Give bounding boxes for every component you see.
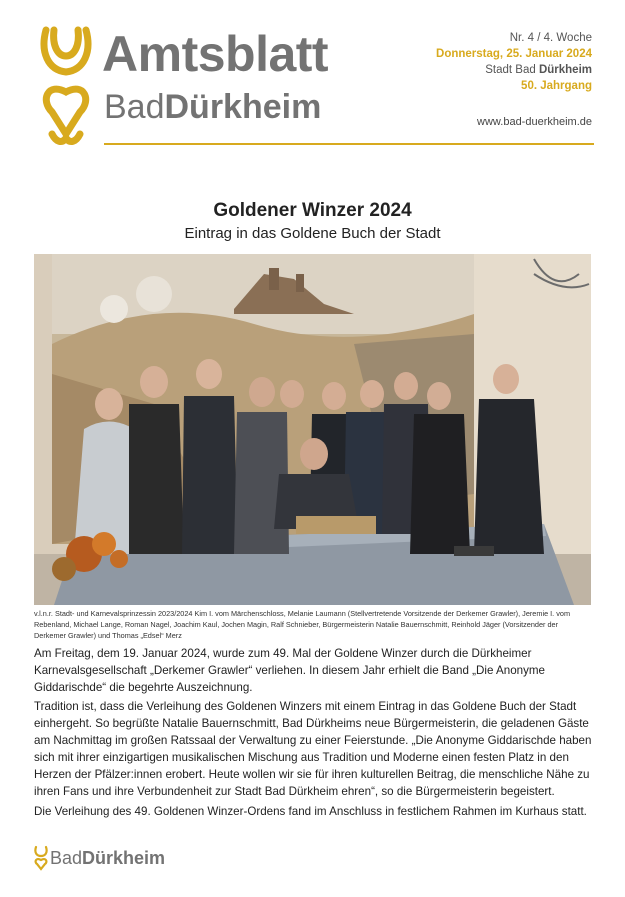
website-link[interactable]: www.bad-duerkheim.de xyxy=(477,116,592,128)
footer-brand-bold: Dürkheim xyxy=(82,848,166,868)
article-paragraph: Am Freitag, dem 19. Januar 2024, wurde zum 49. Mal der Goldene Winzer durch die Dürkheimer Karnevalsgesellschaft „Derkemer Grawler“ verliehen. In diesem Jahr erhielt die Band „Die Anonyme Giddarischde“ die begehrte Auszeichnung. xyxy=(34,647,545,694)
photo-caption: v.l.n.r. Stadt- und Karnevalsprinzessin 2023/2024 Kim I. vom Märchenschloss, Melanie Laumann (Stellvertretende Vorsitzende der Derkemer Grawler), Jeremie I. vom Rebenland, Michael Lange, Roman Nagel, Joachim Kaul, Jochen Magin, Ralf Schnieber, Bürgermeisterin Natalie Bauernschmitt, Reinhold Jäger (Vorsitzender der Derkemer Grawler) und Thomas „Edsel“ Merz xyxy=(34,609,571,640)
issue-date: Donnerstag, 25. Januar 2024 xyxy=(436,48,592,60)
issue-year: 50. Jahrgang xyxy=(521,80,592,92)
article-subheadline: Eintrag in das Goldene Buch der Stadt xyxy=(184,225,441,242)
publication-title: Amtsblatt xyxy=(102,26,329,82)
article-paragraph: Die Verleihung des 49. Goldenen Winzer-Ordens fand im Anschluss in festlichem Rahmen im Kurhaus statt. xyxy=(34,805,587,818)
article-headline: Goldener Winzer 2024 xyxy=(213,200,412,221)
article-photo xyxy=(34,254,591,605)
issue-city xyxy=(436,62,592,78)
article-paragraph: Tradition ist, dass die Verleihung des Goldenen Winzers mit einem Eintrag in das Goldene Buch der Stadt einhergeht. So begrüßte Natalie Bauernschmitt, Bad Dürkheims neue Bürgermeisterin, die geladenen Gäste am Nachmittag im großen Ratssaal der Verwaltung zu einer Feierstunde. „Die Anonyme Giddarischde haben sich mit ihrer einzigartigen musikalischen Mischung aus Tradition und Moderne einen festen Platz in den Herzen der Pfälzer:innen erobert. Heute wollen wir sie für ihren kulturellen Beitrag, die menschliche Nähe zu ihren Fans und ihre Verbundenheit zur Stadt Bad Dürkheim ehren“, so die Bürgermeisterin begeistert. xyxy=(34,700,592,798)
issue-number: Nr. 4 / 4. Woche xyxy=(509,32,592,44)
publication-subtitle xyxy=(104,86,321,128)
issue-city-prefix: Stadt Bad xyxy=(485,64,539,76)
footer-brand xyxy=(50,848,165,869)
issue-city-bold: Dürkheim xyxy=(538,64,592,76)
footer-brand-light: Bad xyxy=(50,848,83,868)
city-logo-icon xyxy=(38,22,94,146)
header-divider xyxy=(104,143,594,145)
issue-info xyxy=(436,30,592,94)
footer-logo-icon xyxy=(34,845,48,869)
subtitle-light: Bad xyxy=(104,88,165,126)
subtitle-bold: Dürkheim xyxy=(164,88,322,126)
